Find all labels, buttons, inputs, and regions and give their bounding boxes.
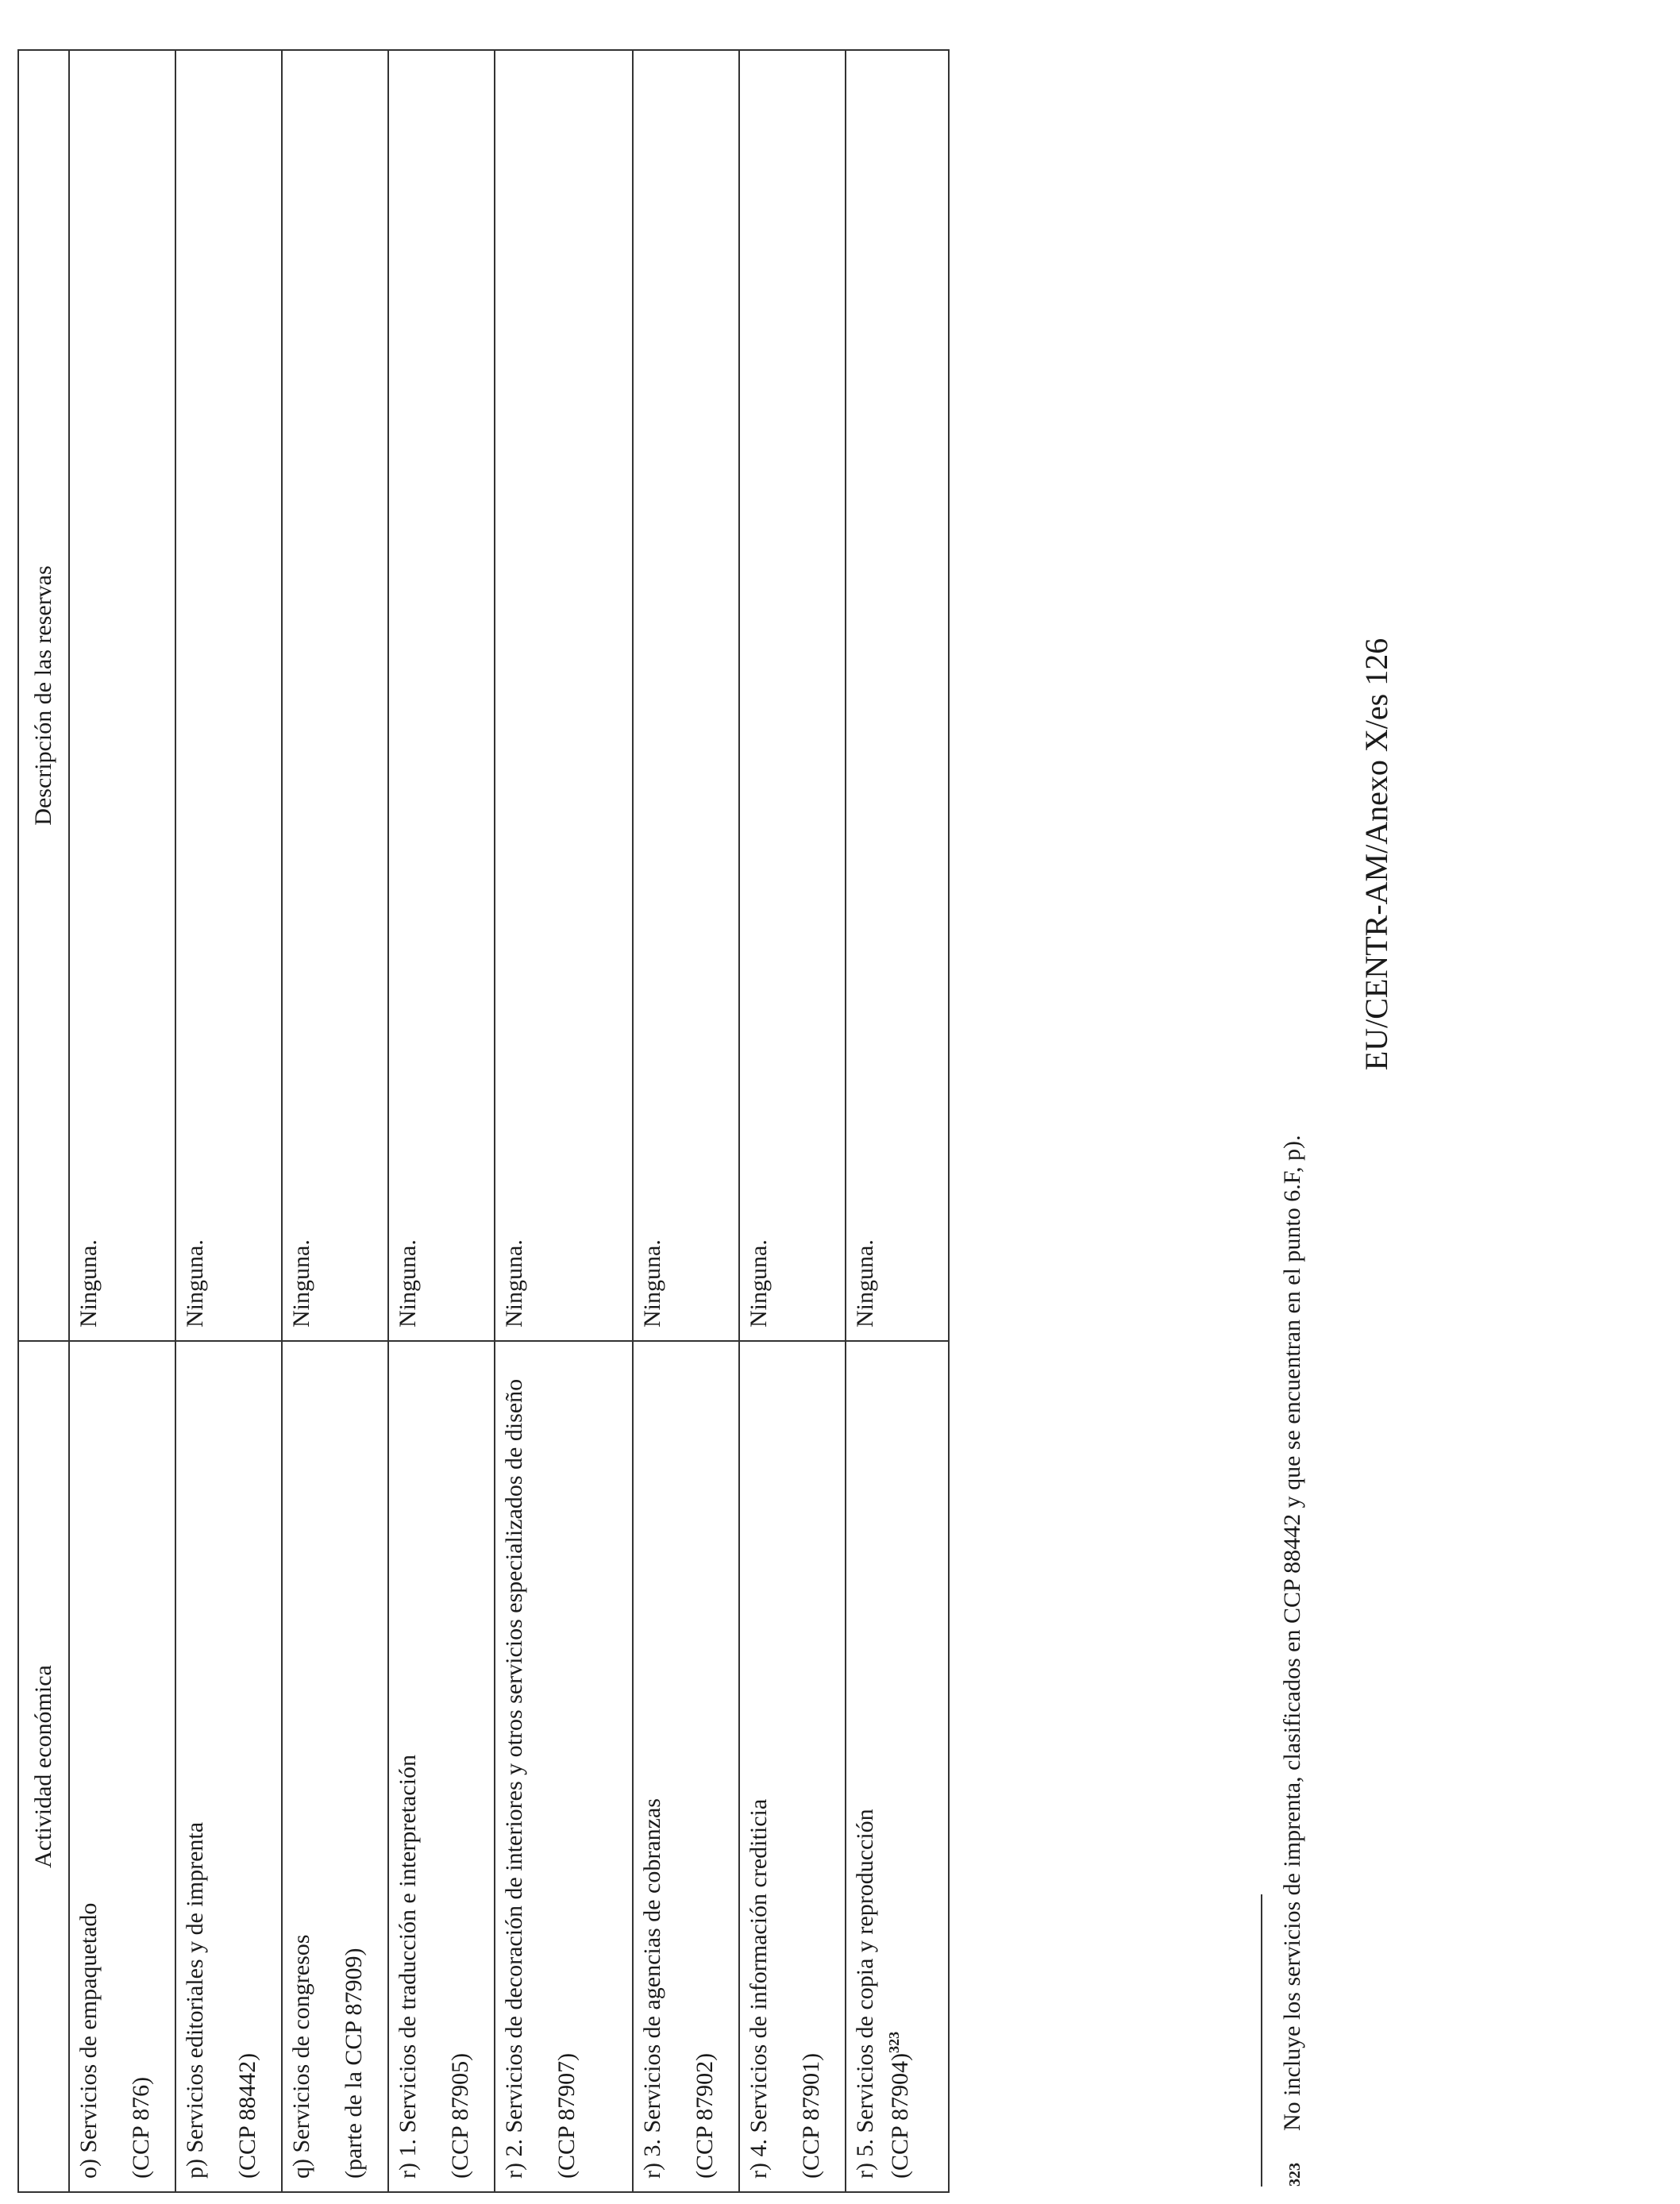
table-row [282, 50, 388, 2192]
activity-name: r) 3. Servicios de agencias de cobranzas [639, 1798, 665, 2179]
reservation-cell: Ninguna. [739, 50, 846, 1341]
activity-name: o) Servicios de empaquetado [75, 1902, 102, 2179]
table-row [69, 50, 175, 2192]
table-row [846, 50, 949, 2192]
table-row [633, 50, 739, 2192]
activity-code: (CCP 87905) [447, 2052, 473, 2179]
reservation-cell: Ninguna. [69, 50, 175, 1341]
reservation-cell: Ninguna. [388, 50, 495, 1341]
activity-name: p) Servicios editoriales y de imprenta [182, 1821, 208, 2179]
header-descripcion: Descripción de las reservas [18, 50, 69, 1341]
header-actividad: Actividad económica [18, 1341, 69, 2192]
reservation-cell: Ninguna. [633, 50, 739, 1341]
footnote [1278, 122, 1307, 2187]
activity-name: r) 5. Servicios de copia y reproducción [852, 1809, 878, 2179]
activity-code: (CCP 87907) [553, 2052, 580, 2179]
activity-code: (CCP 88442) [234, 2052, 260, 2179]
activity-cell [633, 1341, 739, 2192]
footnote-number: 323 [1286, 2163, 1304, 2187]
table-row [739, 50, 846, 2192]
activity-name: r) 4. Servicios de información crediticia [746, 1798, 772, 2179]
activity-code: (CCP 87901) [798, 2052, 824, 2179]
table-row [388, 50, 495, 2192]
table-row [175, 50, 282, 2192]
reservation-cell: Ninguna. [282, 50, 388, 1341]
table-header-row [18, 50, 69, 2192]
activity-code-text: (CCP 87904) [887, 2052, 913, 2179]
activity-cell [495, 1341, 633, 2192]
reservation-cell: Ninguna. [175, 50, 282, 1341]
activity-cell [175, 1341, 282, 2192]
page-footer: EU/CENTR-AM/Anexo X/es 126 [1358, 638, 1394, 1071]
activity-cell [282, 1341, 388, 2192]
activity-code: (CCP 876) [128, 2076, 154, 2179]
activity-code: (CCP 87902) [692, 2052, 718, 2179]
reservations-table [17, 49, 950, 2193]
activity-cell [846, 1341, 949, 2192]
table-row [495, 50, 633, 2192]
activity-name: q) Servicios de congresos [288, 1934, 314, 2179]
footnote-divider [1261, 1894, 1262, 2187]
activity-name: r) 2. Servicios de decoración de interiores y otros servicios especializados de diseño [501, 1378, 527, 2179]
activity-cell [388, 1341, 495, 2192]
footnote-text: No incluye los servicios de imprenta, clasificados en CCP 88442 y que se encuentran en el punto 6.F, p). [1279, 1135, 1305, 2131]
activity-name: r) 1. Servicios de traducción e interpretación [395, 1755, 421, 2179]
activity-code: (parte de la CCP 87909) [341, 1948, 367, 2179]
activity-cell [69, 1341, 175, 2192]
activity-cell [739, 1341, 846, 2192]
reservation-cell: Ninguna. [846, 50, 949, 1341]
reservation-cell: Ninguna. [495, 50, 633, 1341]
activity-code [886, 1351, 915, 2179]
footnote-ref[interactable]: 323 [886, 2031, 902, 2053]
